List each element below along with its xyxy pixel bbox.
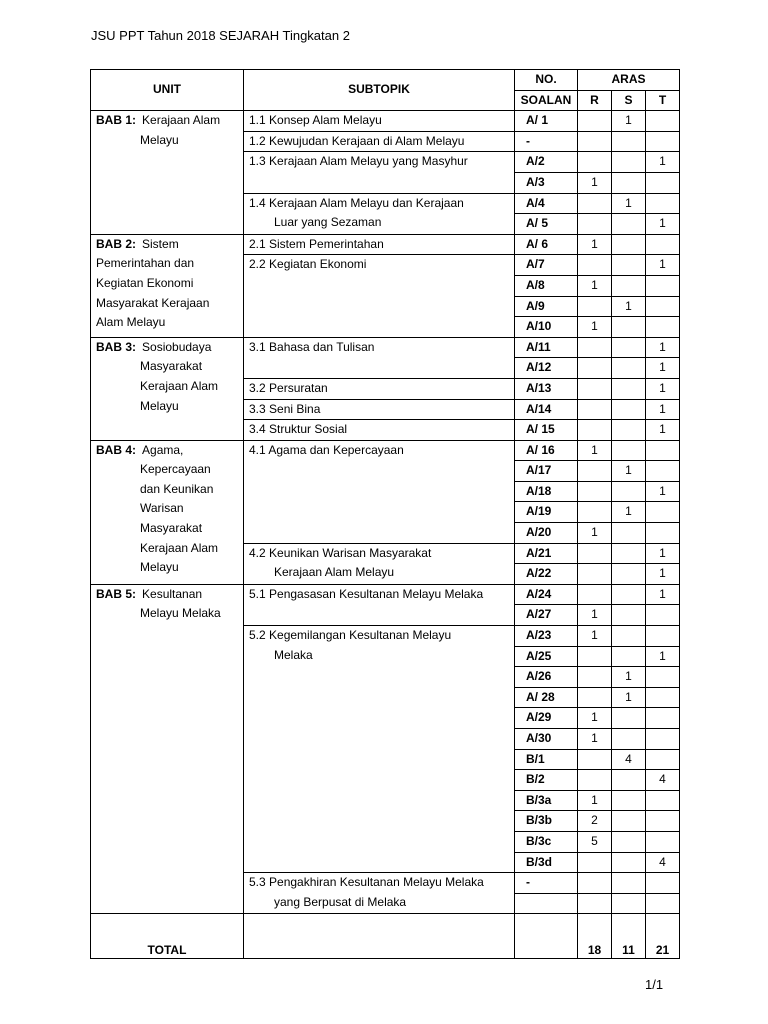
aras-t-cell: 1: [646, 255, 680, 276]
soalan-cell: -: [515, 131, 578, 152]
aras-t-cell: 1: [646, 564, 680, 585]
aras-r-cell: 1: [578, 626, 612, 647]
unit-bab: BAB 3:: [96, 339, 137, 354]
aras-r-cell: [578, 111, 612, 132]
aras-s-cell: 1: [612, 296, 646, 317]
aras-r-cell: 1: [578, 234, 612, 255]
aras-t-cell: 1: [646, 646, 680, 667]
aras-r-cell: [578, 214, 612, 235]
subtopic-cell: [244, 111, 515, 132]
soalan-cell: A/14: [515, 399, 578, 420]
aras-t-cell: 1: [646, 584, 680, 605]
aras-r-cell: 1: [578, 708, 612, 729]
total-t: 21: [646, 914, 680, 959]
aras-r-cell: [578, 667, 612, 688]
aras-r-cell: [578, 873, 612, 894]
aras-s-cell: [612, 358, 646, 379]
soalan-cell: A/7: [515, 255, 578, 276]
table-row: [91, 111, 680, 132]
aras-r-cell: 1: [578, 790, 612, 811]
aras-t-cell: [646, 749, 680, 770]
soalan-cell: [515, 893, 578, 914]
aras-r-cell: 1: [578, 317, 612, 338]
unit-name-line: Pemerintahan dan: [96, 256, 195, 271]
subtopic-text: 5.1 Pengasasan Kesultanan Melayu Melaka: [249, 586, 484, 601]
soalan-cell: A/30: [515, 729, 578, 750]
soalan-cell: A/25: [515, 646, 578, 667]
subtopic-text: 4.1 Agama dan Kepercayaan: [249, 442, 404, 457]
aras-s-cell: [612, 152, 646, 173]
soalan-cell: A/22: [515, 564, 578, 585]
unit-name-line: Melayu: [140, 560, 179, 575]
header-s: S: [612, 90, 646, 111]
subtopic-text: 1.3 Kerajaan Alam Melayu yang Masyhur: [249, 154, 468, 169]
subtopic-text: 1.1 Konsep Alam Melayu: [249, 113, 382, 128]
unit-name-line: Alam Melayu: [96, 315, 166, 330]
aras-s-cell: [612, 255, 646, 276]
aras-r-cell: [578, 687, 612, 708]
soalan-cell: B/3c: [515, 831, 578, 852]
aras-s-cell: 1: [612, 193, 646, 214]
table-row: [91, 337, 680, 358]
aras-t-cell: [646, 440, 680, 461]
aras-s-cell: [612, 131, 646, 152]
aras-r-cell: [578, 152, 612, 173]
soalan-cell: A/12: [515, 358, 578, 379]
aras-r-cell: [578, 543, 612, 564]
soalan-cell: A/ 6: [515, 234, 578, 255]
aras-r-cell: [578, 646, 612, 667]
aras-t-cell: [646, 317, 680, 338]
unit-cell: [91, 584, 244, 914]
soalan-cell: A/20: [515, 523, 578, 544]
subtopic-cell: [244, 193, 515, 234]
subtopic-text: 3.4 Struktur Sosial: [249, 422, 348, 437]
subtopic-text-cont: Luar yang Sezaman: [274, 215, 382, 230]
subtopic-cell: [244, 873, 515, 914]
unit-name-line: Masyarakat: [140, 521, 203, 536]
aras-r-cell: 5: [578, 831, 612, 852]
total-r: 18: [578, 914, 612, 959]
aras-t-cell: 1: [646, 378, 680, 399]
soalan-cell: A/ 28: [515, 687, 578, 708]
aras-t-cell: 1: [646, 152, 680, 173]
unit-bab: BAB 2:: [96, 236, 137, 251]
unit-name-line: Agama,: [142, 442, 184, 457]
soalan-cell: A/13: [515, 378, 578, 399]
aras-s-cell: [612, 852, 646, 873]
aras-t-cell: 1: [646, 358, 680, 379]
aras-s-cell: [612, 234, 646, 255]
soalan-cell: A/29: [515, 708, 578, 729]
aras-r-cell: [578, 358, 612, 379]
soalan-cell: B/3d: [515, 852, 578, 873]
aras-t-cell: 1: [646, 399, 680, 420]
unit-cell: [91, 234, 244, 337]
unit-name-line: Kegiatan Ekonomi: [96, 275, 194, 290]
jsu-table: [90, 69, 680, 959]
unit-name-line: Masyarakat Kerajaan: [96, 295, 210, 310]
aras-t-cell: [646, 502, 680, 523]
aras-t-cell: 4: [646, 852, 680, 873]
aras-t-cell: [646, 729, 680, 750]
aras-s-cell: 1: [612, 461, 646, 482]
subtopic-text: 1.4 Kerajaan Alam Melayu dan Kerajaan: [249, 195, 464, 210]
subtopic-text: 3.3 Seni Bina: [249, 401, 321, 416]
soalan-cell: A/8: [515, 275, 578, 296]
aras-r-cell: [578, 584, 612, 605]
aras-s-cell: [612, 708, 646, 729]
aras-s-cell: [612, 337, 646, 358]
header-soalan: SOALAN: [515, 90, 578, 111]
total-row: [91, 914, 680, 959]
header-subtopik: SUBTOPIK: [244, 70, 515, 111]
table-row: [91, 440, 680, 461]
aras-s-cell: [612, 523, 646, 544]
aras-s-cell: [612, 646, 646, 667]
subtopic-text: 2.2 Kegiatan Ekonomi: [249, 257, 367, 272]
total-empty: [515, 914, 578, 959]
aras-t-cell: [646, 523, 680, 544]
soalan-cell: A/2: [515, 152, 578, 173]
aras-t-cell: [646, 873, 680, 894]
aras-r-cell: 1: [578, 523, 612, 544]
aras-t-cell: [646, 296, 680, 317]
soalan-cell: A/18: [515, 481, 578, 502]
subtopic-cell: [244, 399, 515, 420]
soalan-cell: -: [515, 873, 578, 894]
subtopic-text: 3.1 Bahasa dan Tulisan: [249, 339, 375, 354]
aras-t-cell: [646, 687, 680, 708]
aras-t-cell: 1: [646, 481, 680, 502]
header-row: [91, 70, 680, 91]
aras-r-cell: [578, 564, 612, 585]
aras-t-cell: [646, 667, 680, 688]
aras-r-cell: [578, 852, 612, 873]
unit-name-line: Melayu: [140, 132, 179, 147]
unit-name-line: Sosiobudaya: [142, 339, 212, 354]
aras-t-cell: [646, 831, 680, 852]
aras-t-cell: [646, 275, 680, 296]
aras-s-cell: [612, 317, 646, 338]
soalan-cell: B/3a: [515, 790, 578, 811]
soalan-cell: A/ 15: [515, 420, 578, 441]
soalan-cell: A/26: [515, 667, 578, 688]
table-row: [91, 584, 680, 605]
aras-s-cell: [612, 626, 646, 647]
aras-r-cell: 2: [578, 811, 612, 832]
aras-s-cell: 4: [612, 749, 646, 770]
aras-r-cell: [578, 770, 612, 791]
aras-r-cell: [578, 481, 612, 502]
aras-r-cell: [578, 461, 612, 482]
aras-r-cell: [578, 131, 612, 152]
subtopic-cell: [244, 152, 515, 193]
subtopic-cell: [244, 378, 515, 399]
soalan-cell: B/2: [515, 770, 578, 791]
aras-r-cell: [578, 255, 612, 276]
aras-r-cell: 1: [578, 729, 612, 750]
soalan-cell: A/24: [515, 584, 578, 605]
aras-s-cell: [612, 378, 646, 399]
subtopic-text: 5.3 Pengakhiran Kesultanan Melayu Melaka: [249, 875, 484, 890]
subtopic-cell: [244, 626, 515, 873]
aras-r-cell: [578, 893, 612, 914]
unit-name-line: Masyarakat: [140, 359, 203, 374]
aras-t-cell: [646, 605, 680, 626]
aras-s-cell: 1: [612, 687, 646, 708]
aras-t-cell: 4: [646, 770, 680, 791]
jsu-table-body: [91, 70, 680, 111]
aras-r-cell: 1: [578, 605, 612, 626]
subtopic-cell: [244, 131, 515, 152]
unit-name-line: Kerajaan Alam: [140, 378, 219, 393]
aras-t-cell: 1: [646, 420, 680, 441]
aras-t-cell: 1: [646, 337, 680, 358]
aras-s-cell: [612, 729, 646, 750]
subtopic-cell: [244, 234, 515, 255]
aras-r-cell: [578, 337, 612, 358]
unit-name-line: Kerajaan Alam: [140, 540, 219, 555]
aras-r-cell: [578, 502, 612, 523]
header-r: R: [578, 90, 612, 111]
subtopic-text-cont: Kerajaan Alam Melayu: [274, 565, 395, 580]
subtopic-text-cont: yang Berpusat di Melaka: [274, 894, 407, 909]
unit-name-line: Melayu Melaka: [140, 606, 221, 621]
unit-bab: BAB 5:: [96, 586, 137, 601]
soalan-cell: A/10: [515, 317, 578, 338]
aras-t-cell: [646, 461, 680, 482]
aras-s-cell: [612, 873, 646, 894]
aras-r-cell: [578, 378, 612, 399]
soalan-cell: A/ 5: [515, 214, 578, 235]
aras-s-cell: [612, 399, 646, 420]
aras-s-cell: [612, 893, 646, 914]
aras-s-cell: [612, 564, 646, 585]
header-unit: UNIT: [91, 70, 244, 111]
soalan-cell: A/17: [515, 461, 578, 482]
soalan-cell: A/19: [515, 502, 578, 523]
unit-bab: BAB 1:: [96, 113, 137, 128]
document-title: JSU PPT Tahun 2018 SEJARAH Tingkatan 2: [91, 28, 350, 43]
aras-t-cell: [646, 172, 680, 193]
aras-r-cell: 1: [578, 275, 612, 296]
soalan-cell: A/21: [515, 543, 578, 564]
subtopic-cell: [244, 255, 515, 337]
soalan-cell: A/ 1: [515, 111, 578, 132]
aras-r-cell: [578, 399, 612, 420]
aras-r-cell: [578, 296, 612, 317]
soalan-cell: A/9: [515, 296, 578, 317]
unit-cell: [91, 337, 244, 440]
aras-s-cell: [612, 831, 646, 852]
soalan-cell: A/ 16: [515, 440, 578, 461]
subtopic-cell: [244, 420, 515, 441]
subtopic-cell: [244, 440, 515, 543]
aras-t-cell: [646, 626, 680, 647]
aras-t-cell: 1: [646, 543, 680, 564]
unit-name-line: Kesultanan: [142, 586, 203, 601]
subtopic-text: 4.2 Keunikan Warisan Masyarakat: [249, 545, 432, 560]
subtopic-cell: [244, 584, 515, 625]
aras-t-cell: [646, 708, 680, 729]
unit-name-line: dan Keunikan: [140, 481, 214, 496]
aras-r-cell: [578, 749, 612, 770]
table-row: [91, 234, 680, 255]
soalan-cell: A/3: [515, 172, 578, 193]
unit-name-line: Melayu: [140, 398, 179, 413]
aras-s-cell: [612, 172, 646, 193]
subtopic-text: 3.2 Persuratan: [249, 380, 328, 395]
unit-cell: [91, 440, 244, 584]
subtopic-cell: [244, 337, 515, 378]
aras-r-cell: 1: [578, 440, 612, 461]
subtopic-text: 5.2 Kegemilangan Kesultanan Melayu: [249, 628, 452, 643]
unit-name-line: Warisan: [140, 501, 184, 516]
soalan-cell: A/4: [515, 193, 578, 214]
aras-r-cell: [578, 420, 612, 441]
total-empty: [244, 914, 515, 959]
soalan-cell: B/3b: [515, 811, 578, 832]
aras-t-cell: [646, 131, 680, 152]
aras-s-cell: 1: [612, 667, 646, 688]
aras-t-cell: [646, 234, 680, 255]
aras-r-cell: [578, 193, 612, 214]
unit-cell: [91, 111, 244, 235]
aras-s-cell: [612, 605, 646, 626]
question-rows: [91, 111, 680, 959]
aras-r-cell: 1: [578, 172, 612, 193]
page-number: 1/1: [645, 977, 664, 992]
soalan-cell: A/11: [515, 337, 578, 358]
aras-s-cell: 1: [612, 111, 646, 132]
aras-t-cell: [646, 111, 680, 132]
unit-bab: BAB 4:: [96, 442, 137, 457]
soalan-cell: B/1: [515, 749, 578, 770]
aras-t-cell: [646, 811, 680, 832]
aras-t-cell: 1: [646, 214, 680, 235]
header-t: T: [646, 90, 680, 111]
aras-s-cell: 1: [612, 502, 646, 523]
aras-s-cell: [612, 790, 646, 811]
aras-s-cell: [612, 584, 646, 605]
header-no: NO.: [515, 70, 578, 91]
aras-s-cell: [612, 420, 646, 441]
aras-s-cell: [612, 214, 646, 235]
aras-t-cell: [646, 893, 680, 914]
aras-s-cell: [612, 275, 646, 296]
aras-s-cell: [612, 481, 646, 502]
subtopic-text: 1.2 Kewujudan Kerajaan di Alam Melayu: [249, 133, 465, 148]
unit-name-line: Kepercayaan: [140, 462, 211, 477]
subtopic-text-cont: Melaka: [274, 647, 313, 662]
aras-s-cell: [612, 543, 646, 564]
soalan-cell: A/27: [515, 605, 578, 626]
total-label: TOTAL: [91, 914, 244, 959]
total-s: 11: [612, 914, 646, 959]
subtopic-cell: [244, 543, 515, 584]
unit-name-line: Sistem: [142, 236, 179, 251]
aras-s-cell: [612, 811, 646, 832]
aras-s-cell: [612, 770, 646, 791]
subtopic-text: 2.1 Sistem Pemerintahan: [249, 236, 384, 251]
aras-t-cell: [646, 790, 680, 811]
aras-t-cell: [646, 193, 680, 214]
header-aras: ARAS: [578, 70, 680, 91]
unit-name-line: Kerajaan Alam: [142, 113, 221, 128]
soalan-cell: A/23: [515, 626, 578, 647]
aras-s-cell: [612, 440, 646, 461]
